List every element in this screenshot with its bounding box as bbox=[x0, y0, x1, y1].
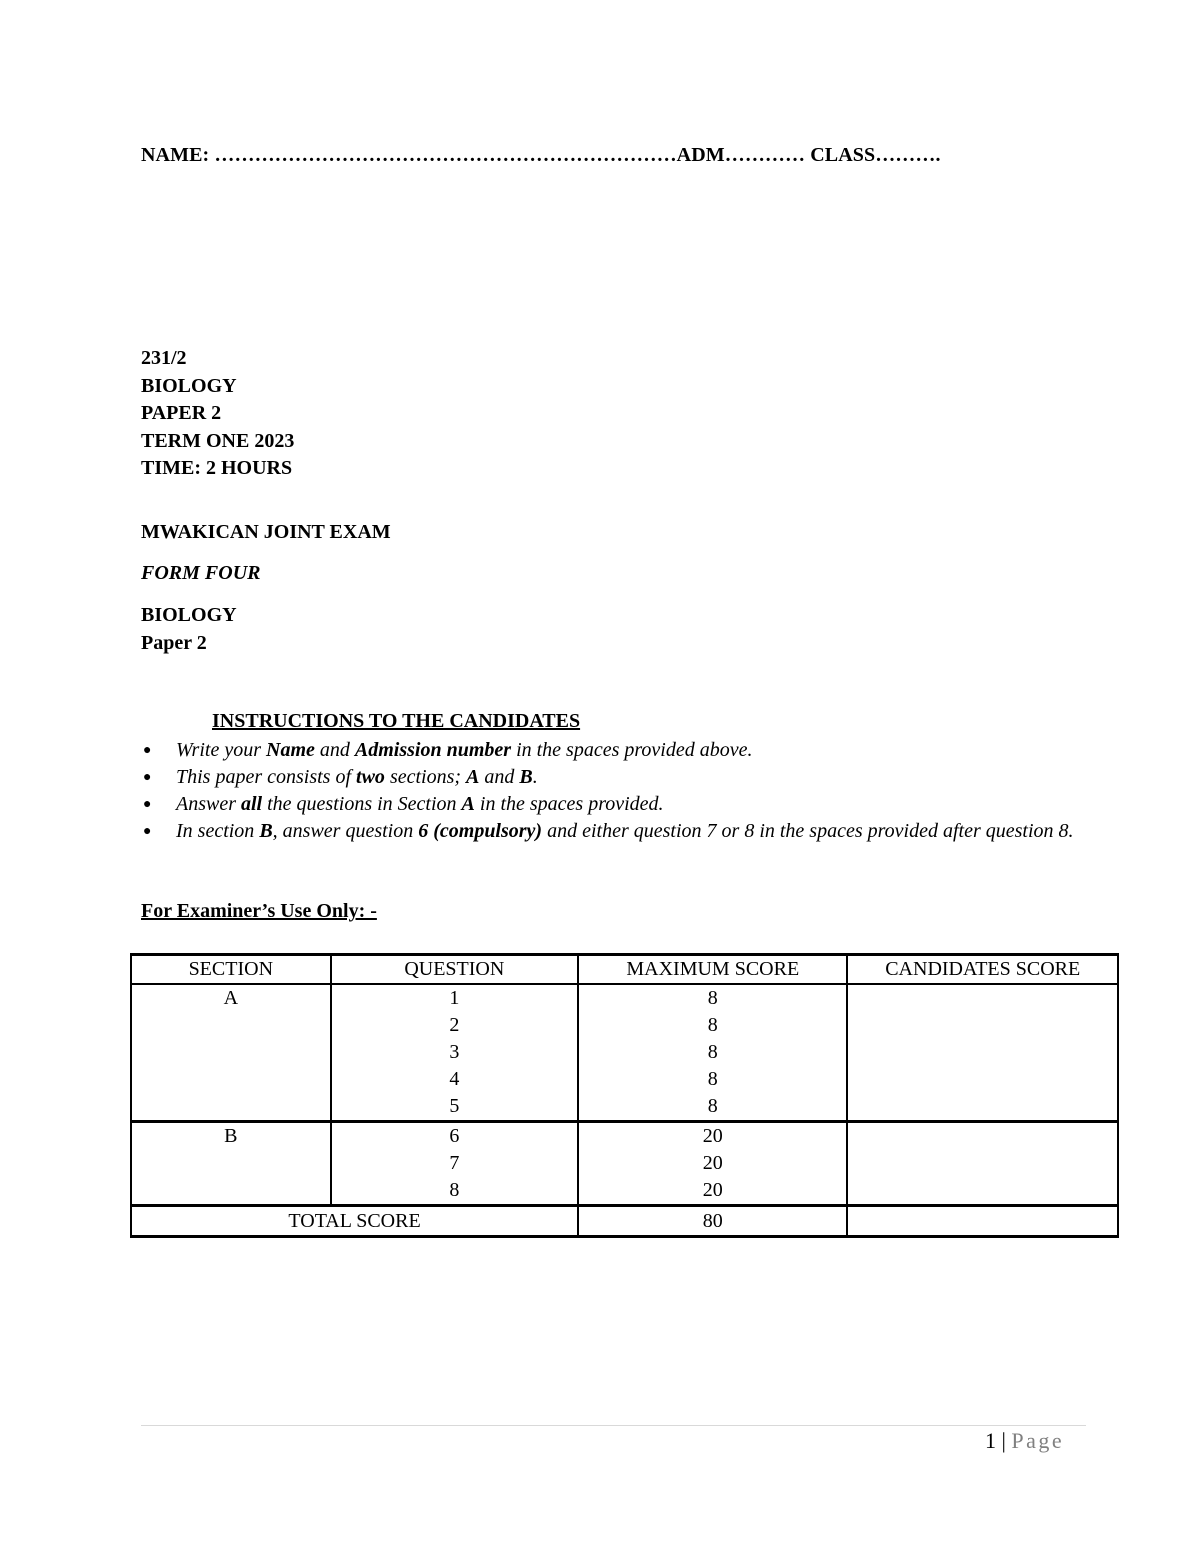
exam-subject-block bbox=[141, 601, 237, 657]
section-a-questions bbox=[331, 984, 578, 1122]
question-number: 5 bbox=[449, 1095, 460, 1117]
candidate-score-cell[interactable] bbox=[847, 1122, 1118, 1206]
total-row bbox=[131, 1206, 1118, 1237]
instruction-emphasis: B bbox=[259, 820, 273, 842]
examiner-use-label: For Examiner’s Use Only: - bbox=[141, 900, 377, 922]
question-number: 3 bbox=[449, 1041, 460, 1063]
bullet-icon: ● bbox=[143, 770, 152, 785]
name-adm-class-line: NAME: ……………………………………………………………ADM………… CLASS………. bbox=[141, 144, 941, 166]
exam-title: MWAKICAN JOINT EXAM bbox=[141, 521, 391, 543]
instruction-emphasis: 6 (compulsory) bbox=[418, 820, 543, 842]
max-score: 8 bbox=[707, 1014, 718, 1036]
instructions-list bbox=[141, 737, 1101, 845]
question-number: 7 bbox=[449, 1152, 460, 1174]
exam-subject: BIOLOGY bbox=[141, 604, 237, 626]
instruction-text: This paper consists of bbox=[176, 766, 357, 788]
page-number: 1 bbox=[985, 1428, 996, 1453]
instruction-text: Answer bbox=[176, 793, 241, 815]
bullet-icon: ● bbox=[143, 824, 152, 839]
paper-number: PAPER 2 bbox=[141, 402, 222, 424]
bullet-icon: ● bbox=[143, 743, 152, 758]
instruction-emphasis: Admission number bbox=[354, 739, 512, 761]
section-b-row bbox=[131, 1122, 1118, 1206]
section-b-questions bbox=[331, 1122, 578, 1206]
instruction-text: and bbox=[314, 739, 355, 761]
question-number: 6 bbox=[449, 1125, 460, 1147]
instruction-text: in the spaces provided above. bbox=[511, 739, 753, 761]
instruction-item bbox=[141, 791, 1101, 818]
instructions-heading: INSTRUCTIONS TO THE CANDIDATES bbox=[212, 710, 581, 732]
total-label: TOTAL SCORE bbox=[131, 1206, 578, 1237]
question-number: 1 bbox=[449, 987, 460, 1009]
section-label: A bbox=[223, 987, 239, 1009]
instruction-text: in the spaces provided. bbox=[474, 793, 664, 815]
max-score: 8 bbox=[707, 987, 718, 1009]
score-table-header bbox=[131, 955, 1118, 985]
instruction-text: Write your bbox=[176, 739, 266, 761]
paper-info bbox=[141, 345, 294, 483]
max-score: 8 bbox=[707, 1068, 718, 1090]
page-label: Page bbox=[1011, 1428, 1065, 1453]
question-number: 8 bbox=[449, 1179, 460, 1201]
column-header: QUESTION bbox=[331, 955, 578, 985]
page-footer bbox=[985, 1428, 1064, 1454]
total-max-score: 80 bbox=[578, 1206, 847, 1237]
max-score: 8 bbox=[707, 1095, 718, 1117]
instruction-text: sections; bbox=[384, 766, 467, 788]
section-a-row bbox=[131, 984, 1118, 1122]
instruction-emphasis: A bbox=[466, 766, 480, 788]
paper-term: TERM ONE 2023 bbox=[141, 429, 295, 452]
total-candidate-score-cell[interactable] bbox=[847, 1206, 1118, 1237]
instruction-text: In section bbox=[176, 820, 260, 842]
max-score: 20 bbox=[702, 1125, 723, 1147]
exam-paper: Paper 2 bbox=[141, 632, 207, 654]
score-table bbox=[130, 953, 1119, 1238]
instruction-emphasis: two bbox=[356, 766, 385, 788]
section-label: B bbox=[224, 1125, 238, 1147]
section-b-max-scores bbox=[578, 1122, 847, 1206]
footer-divider bbox=[141, 1425, 1086, 1426]
instruction-emphasis: Name bbox=[266, 739, 315, 761]
instruction-text: and bbox=[479, 766, 520, 788]
question-number: 2 bbox=[449, 1014, 460, 1036]
instruction-emphasis: all bbox=[241, 793, 263, 815]
instruction-text: and either question 7 or 8 in the spaces provided after question 8. bbox=[542, 820, 1074, 842]
instruction-emphasis: A bbox=[461, 793, 475, 815]
paper-code: 231/2 bbox=[141, 347, 187, 369]
column-header: MAXIMUM SCORE bbox=[578, 955, 847, 985]
instruction-item bbox=[141, 737, 1101, 764]
max-score: 8 bbox=[707, 1041, 718, 1063]
paper-time: TIME: 2 HOURS bbox=[141, 457, 293, 479]
section-a-max-scores bbox=[578, 984, 847, 1122]
instruction-item bbox=[141, 818, 1101, 845]
max-score: 20 bbox=[702, 1152, 723, 1174]
instruction-item bbox=[141, 764, 1101, 791]
instruction-text: the questions in Section bbox=[262, 793, 462, 815]
section-b-label bbox=[131, 1122, 331, 1206]
instruction-text: , answer question bbox=[272, 820, 419, 842]
column-header: CANDIDATES SCORE bbox=[847, 955, 1118, 985]
question-number: 4 bbox=[449, 1068, 460, 1090]
bullet-icon: ● bbox=[143, 797, 152, 812]
candidate-score-cell[interactable] bbox=[847, 984, 1118, 1122]
page-separator: | bbox=[1001, 1428, 1006, 1453]
max-score: 20 bbox=[702, 1179, 723, 1201]
paper-subject: BIOLOGY bbox=[141, 374, 237, 397]
instruction-emphasis: B bbox=[519, 766, 533, 788]
instruction-text: . bbox=[532, 766, 538, 788]
section-a-label bbox=[131, 984, 331, 1122]
column-header: SECTION bbox=[131, 955, 331, 985]
exam-form: FORM FOUR bbox=[141, 562, 261, 584]
